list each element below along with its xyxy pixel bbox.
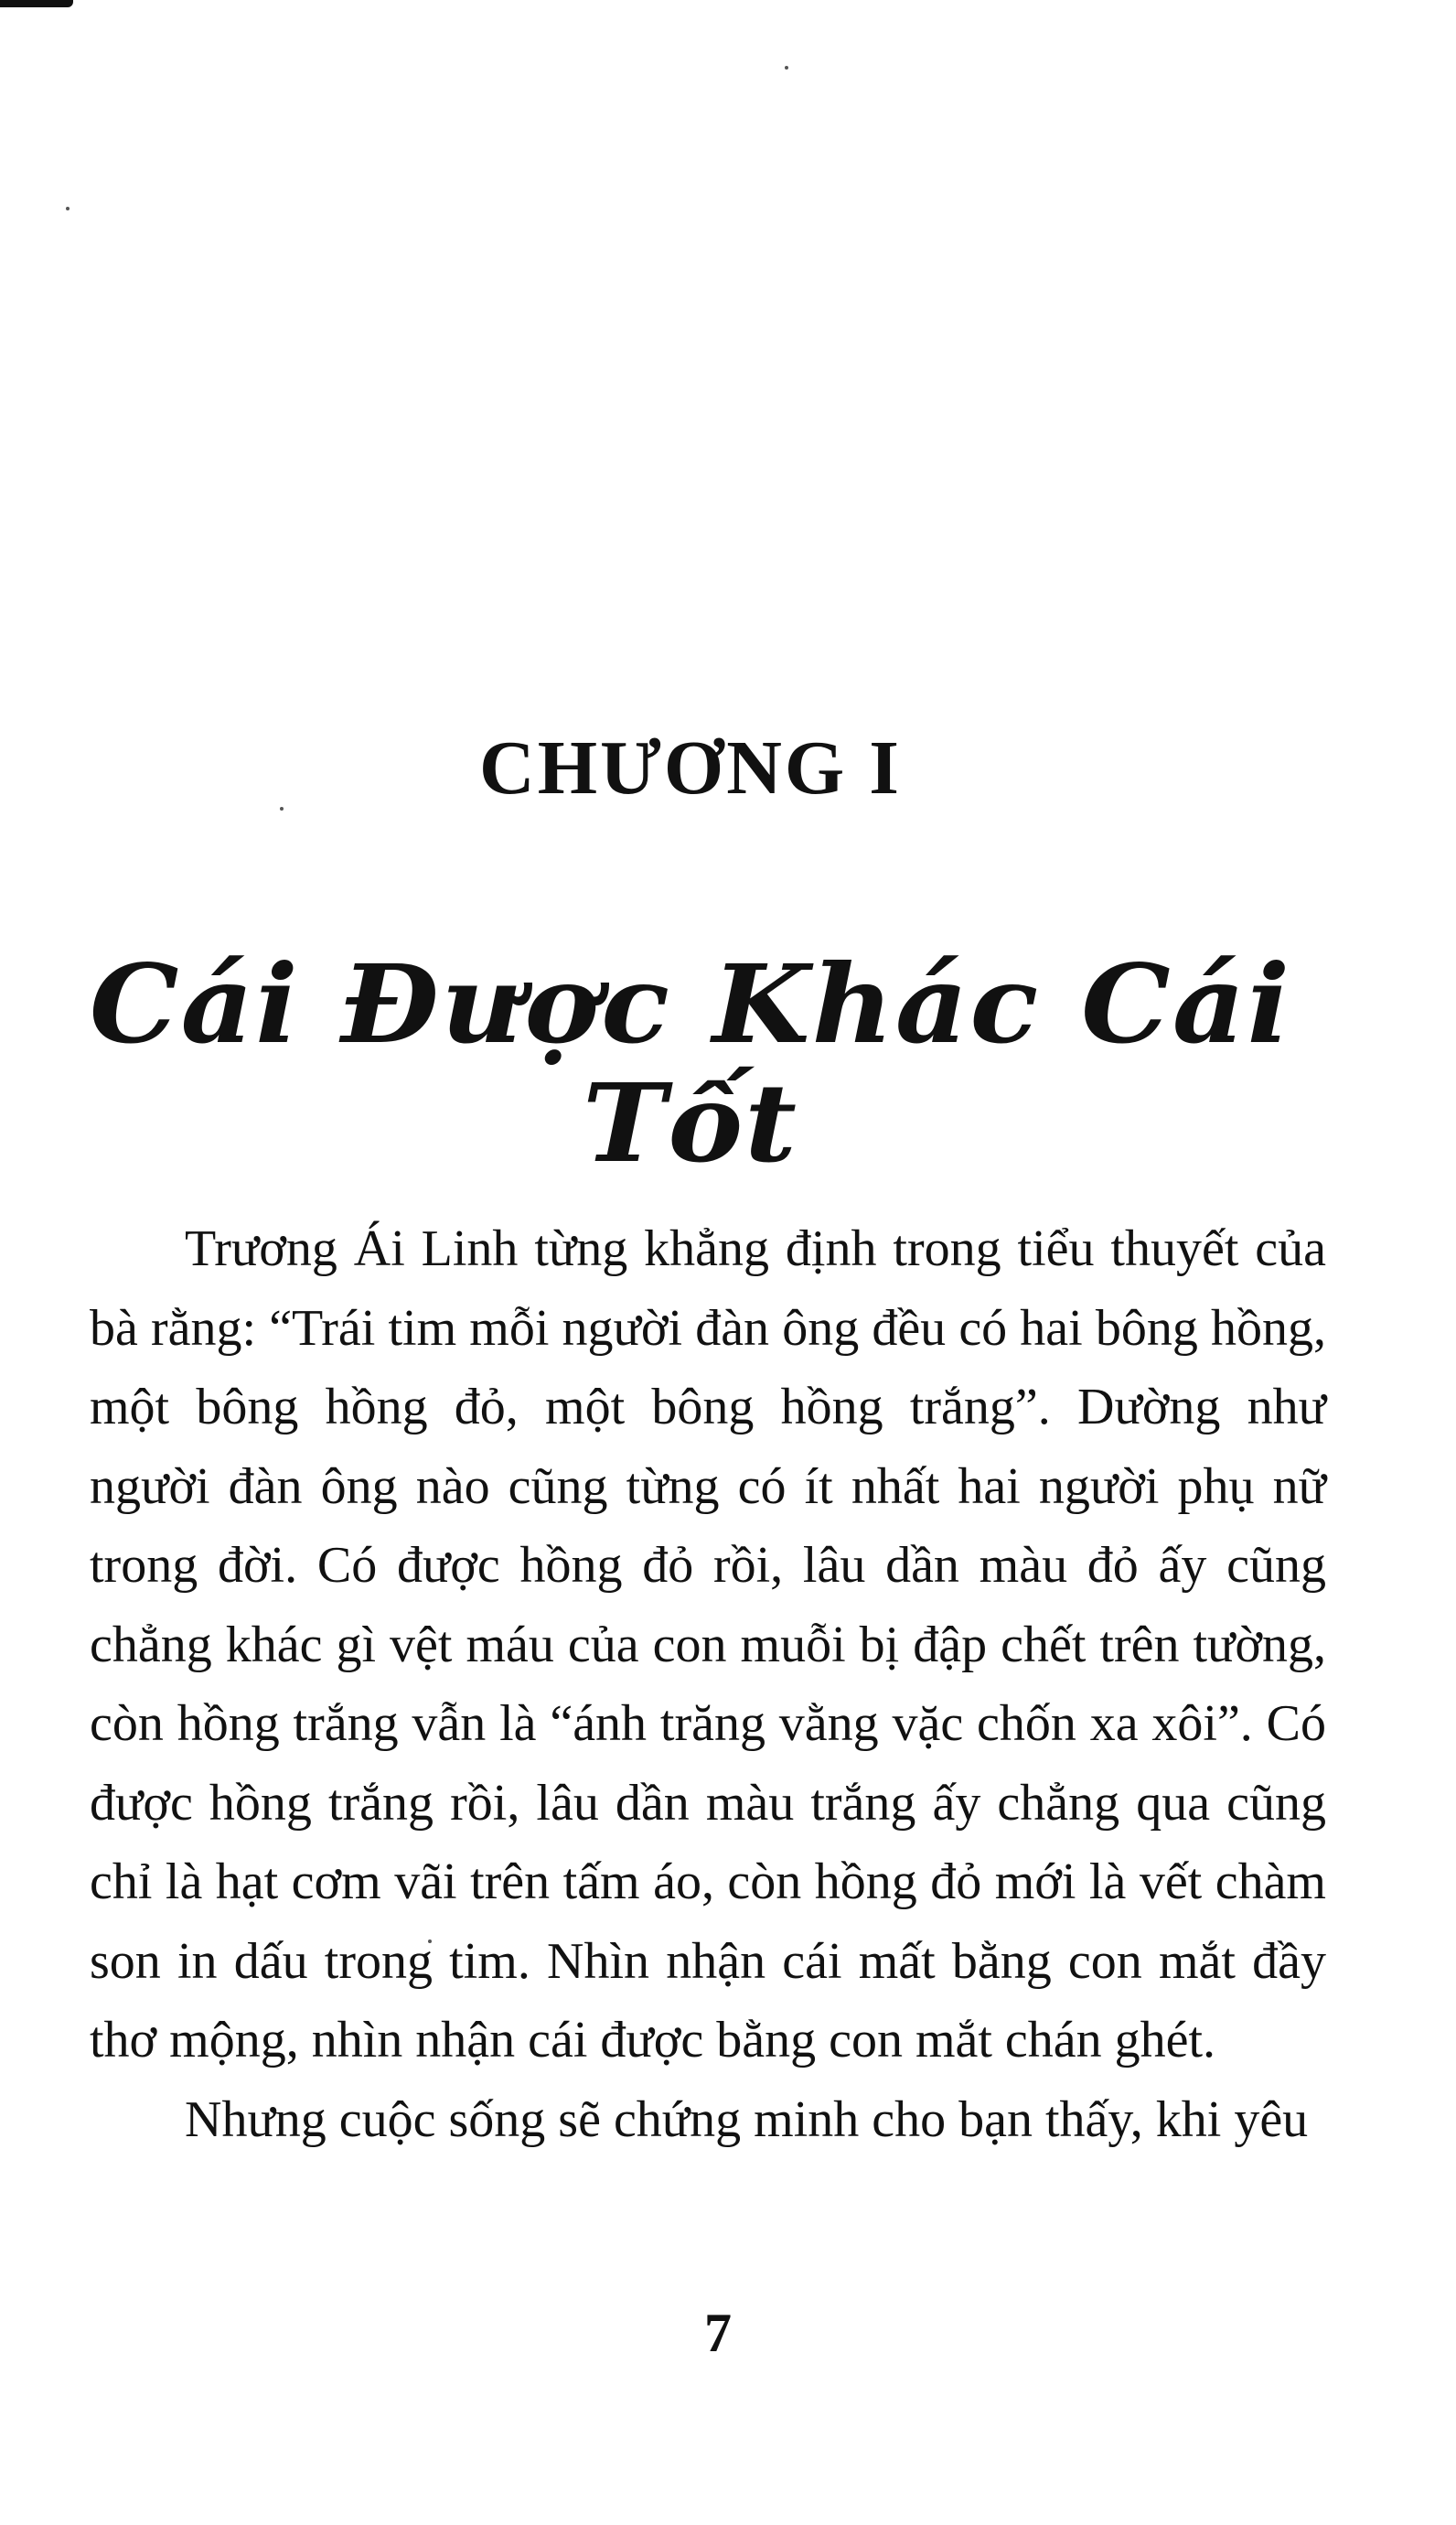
page-number: 7 [704, 2303, 732, 2363]
body-text [90, 1209, 1326, 2159]
paragraph: Trương Ái Linh từng khẳng định trong tiểu thuyết của bà rằng: “Trái tim mỗi người đàn ông đều có hai bông hồng, một bông hồng đỏ, một bông hồng trắng”. Dường như người đàn ông nào cũng từng có ít nhất hai người phụ nữ trong đời. Có được hồng đỏ rồi, lâu dần màu đỏ ấy cũng chẳng khác gì vệt máu của con muỗi bị đập chết trên tường, còn hồng trắng vẫn là “ánh trăng vằng vặc chốn xa xôi”. Có được hồng trắng rồi, lâu dần màu trắng ấy chẳng qua cũng chỉ là hạt cơm vãi trên tấm áo, còn hồng đỏ mới là vết chàm son in dấu trong tim. Nhìn nhận cái mất bằng con mắt đầy thơ mộng, nhìn nhận cái được bằng con mắt chán ghét. [90, 1220, 1326, 2068]
scan-speck [785, 66, 788, 70]
chapter-label: CHƯƠNG I [479, 725, 902, 811]
scan-speck [66, 207, 70, 210]
paragraph: Nhưng cuộc sống sẽ chứng minh cho bạn thấy, khi yêu [185, 2090, 1309, 2148]
scan-speck [280, 807, 284, 811]
chapter-title: Cái Được Khác Cái Tốt [89, 940, 1292, 1187]
scan-corner-mark [0, 0, 73, 7]
